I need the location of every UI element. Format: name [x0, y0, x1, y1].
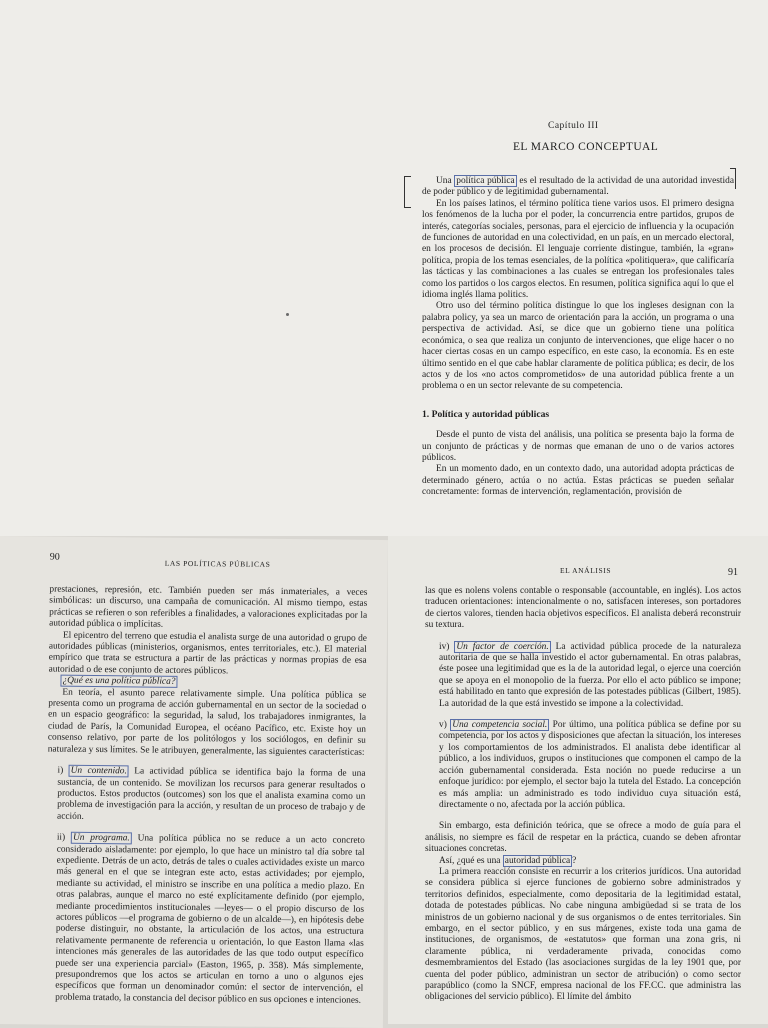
chapter-label: Capítulo III [548, 121, 599, 131]
body-paragraph: El epicentro del terreno que estudia el analista surge de una autoridad o grupo de autoridades públicas (ministerios, organismos, entes territoriales, etc.). El material empírico que trata se estructura a partir de las prácticas y normas propias de esa autoridad o de ese conjunto de actores públicos. [48, 630, 367, 677]
section-question [425, 856, 741, 867]
item-number: v) [439, 720, 447, 731]
body-paragraph: En teoría, el asunto parece relativamente simple. Una política pública se presenta como un programa de acción gubernamental en un sector de la sociedad o en un espacio geográfico: la seguridad, la salud, los trabajadores inmigrantes, la ciudad de París, la Comunidad Europea, el océano Pacífico, etc. Existe hoy un consenso relativo, por parte de los politólogos y los sociólogos, en definir su naturaleza y sus límites. Se le atribuyen, generalmente, las siguientes características: [47, 687, 367, 758]
item-number: ii) [56, 832, 66, 843]
intro-paragraph [422, 176, 734, 199]
page-speck [286, 313, 289, 316]
body-paragraph: En los países latinos, el término política tiene varios usos. El primero designa los fenómenos de la lucha por el poder, la concurrencia entre partidos, grupos de interés, categorías sociales, personas, para el ejercicio de influencia y la ocupación de funciones de autoridad en una colectividad, en un país, en un mercado electoral, en los procesos de decisión. El lenguaje corriente distingue, también, la «gran» política, propia de los temas esenciales, de la política «politiquera», que calificaría las tácticas y las combinaciones a las cuales se entregan los profesionales tales como los partidos o los cargos electos. En resumen, política significa aquí lo que el idioma inglés llama politics. [422, 198, 734, 301]
intro-text-a: Una [436, 176, 455, 186]
list-item [425, 642, 741, 710]
list-item [425, 720, 741, 811]
left-page-body [45, 585, 367, 1008]
item-number: i) [57, 765, 64, 776]
right-page [388, 536, 768, 1024]
list-item [47, 766, 366, 826]
item-text: Por último, una política pública se define por su competencia, por los actos y disposiciones que afectan la situación, los intereses y los comportamientos de los administrados. El analista debe identificar al público, a los individuos, grupos o instituciones que componen el campo de la acción gubernamental considerada. Esta noción no puede reducirse a un enfoque jurídico: por ejemplo, el sector bajo la tutela del Estado. La concepción es más amplia: un administrado es todo individuo cuya situación está, directamente o no, afectada por la acción pública. [439, 720, 742, 810]
page-number: 91 [728, 567, 738, 578]
item-text: La actividad pública procede de la naturaleza autoritaria de que se halla investido el actor gubernamental. En otras palabras, éste posee una legitimidad que es la de la autoridad legal, o ejerce una coerción que se apoya en el monopolio de la fuerza. Por ello el acto público se impone; está habilitado en tanto que expresión de las potestades públicas (Gilbert, 1985). La autoridad de la que está investido se impone a la colectividad. [439, 641, 741, 709]
item-number: iv) [439, 641, 450, 652]
left-page [0, 536, 388, 1028]
question-text-a: Así, ¿qué es una [439, 855, 503, 866]
body-paragraph: las que es nolens volens contable o responsable (accountable, en inglés). Los actos traducen orientaciones: intencionalmente o no, satisfacen intereses, son portadores de ciertos valores, tienden hacia objetivos específicos. El analista deberá reconstruir su textura. [425, 586, 741, 631]
list-item [45, 833, 365, 1007]
item-label: Una competencia social. [452, 720, 548, 731]
running-head: EL ANÁLISIS [560, 566, 612, 575]
question-highlight: autoridad pública [504, 855, 571, 866]
intro-text-b: es el resultado de la actividad de una autoridad investida de poder público y de legitimidad gubernamental. [422, 176, 734, 198]
body-paragraph: Sin embargo, esta definición teórica, que se ofrece a modo de guía para el análisis, no siempre es fácil de respetar en la práctica, cuando se deben afrontar situaciones concretas. [425, 821, 741, 855]
body-paragraph: En un momento dado, en un contexto dado, una autoridad adopta prácticas de determinado género, actúa o no actúa. Estas prácticas se pueden señalar concretamente: formas de intervención, reglamentación, provisión de [422, 464, 734, 498]
body-paragraph: Otro uso del término política distingue lo que los ingleses designan con la palabra policy, ya sea un marco de orientación para la acción, un programa o una perspectiva de actividad. Así, se dice que un gobierno tiene una política económica, o sea que realiza un conjunto de intervenciones, que elige hacer o no hacer ciertas cosas en un campo específico, en este caso, la economía. Es en este último sentido en el que cabe hablar claramente de política pública; es decir, de los actos y de los «no actos comprometidos» de una autoridad pública frente a un problema o en un sector relevante de su competencia. [422, 301, 734, 392]
body-paragraph: Desde el punto de vista del análisis, una política se presenta bajo la forma de un conjunto de prácticas y de normas que emanan de uno o de varios actores públicos. [422, 430, 734, 463]
chapter-title: EL MARCO CONCEPTUAL [513, 141, 659, 153]
running-head: LAS POLÍTICAS PÚBLICAS [164, 558, 271, 569]
item-label: Un contenido. [69, 765, 129, 778]
highlight-box: política pública [456, 176, 515, 186]
page-number: 90 [49, 551, 60, 563]
right-page-body [425, 586, 741, 1004]
item-label: Un factor de coerción. [456, 641, 549, 652]
section-heading: 1. Política y autoridad públicas [422, 408, 550, 420]
item-text: La actividad pública se identifica bajo la forma de una sustancia, de un contenido. Se movilizan los recursos para generar resultados o productos. Estos productos (outcomes) son los que el analista examina como un problema de investigación para la acción, y resultan de un proceso de trabajo y de acción. [57, 766, 366, 822]
item-label: Un programa. [71, 832, 132, 845]
question-text-b: ? [572, 855, 577, 866]
item-text: Una política pública no se reduce a un acto concreto considerado aisladamente: por ejemplo, lo que hace un ministro tal día sobre tal expediente. Detrás de un acto, detrás de tales o cuales actividades existe un marco más general en el que se integran este acto, estas actividades; por ejemplo, mediante su actividad, el ministro se inscribe en una política a medio plazo. En otras palabras, aunque el marco no esté explícitamente definido (por ejemplo, mediante procedimientos institucionales —leyes— o el propio discurso de los actores públicos —el programa de gobierno o de un alcalde—), en hipótesis debe poderse distinguir, no obstante, la articulación de los actos, una estructura relativamente permanente de referencia u orientación, lo que Easton llama «las intenciones más generales de las autoridades de las que todo output específico puede ser una experiencia parcial» (Easton, 1965, p. 358). Más simplemente, presupondremos que los actos se articulan en torno a uno o algunos ejes específicos que forman un denominador común: el sector de intervención, el problema tratado, la constancia del decisor público en sus opciones e intenciones. [55, 833, 365, 1006]
margin-bracket [404, 176, 411, 208]
chapter-body [422, 176, 734, 499]
body-paragraph: La primera reacción consiste en recurrir a los criterios jurídicos. Una autoridad se considera pública si ejerce funciones de gobierno sobre administrados y territorios definidos, especialmente, como depositaria de la legitimidad estatal, dotada de potestades públicas. No cabe ninguna ambigüedad si se trata de los ministros de un gobierno nacional y de sus organismos o de entes territoriales. Sin embargo, en el sector público, y en sus márgenes, existe toda una gama de instituciones, de organismos, de «estatutos» que forman una zona gris, ni claramente pública, ni verdaderamente privada, conocidas como desmembramientos del Estado (las asociaciones surgidas de la ley 1901 que, por cuenta del poder público, administran un sector de atribución) o como sector parapúblico (como la SNCF, empresa nacional de los FF.CC. que administra las obligaciones del servicio público). El límite del ámbito [425, 866, 741, 1003]
question-highlight: ¿Qué es una política pública? [60, 675, 177, 688]
body-paragraph: prestaciones, represión, etc. También pueden ser más inmateriales, a veces simbólicas: un discurso, una campaña de comunicación. Al mismo tiempo, estas prácticas se refieren o son referibles a finalidades, a valoraciones explicitadas por la autoridad pública o implícitas. [49, 584, 368, 630]
